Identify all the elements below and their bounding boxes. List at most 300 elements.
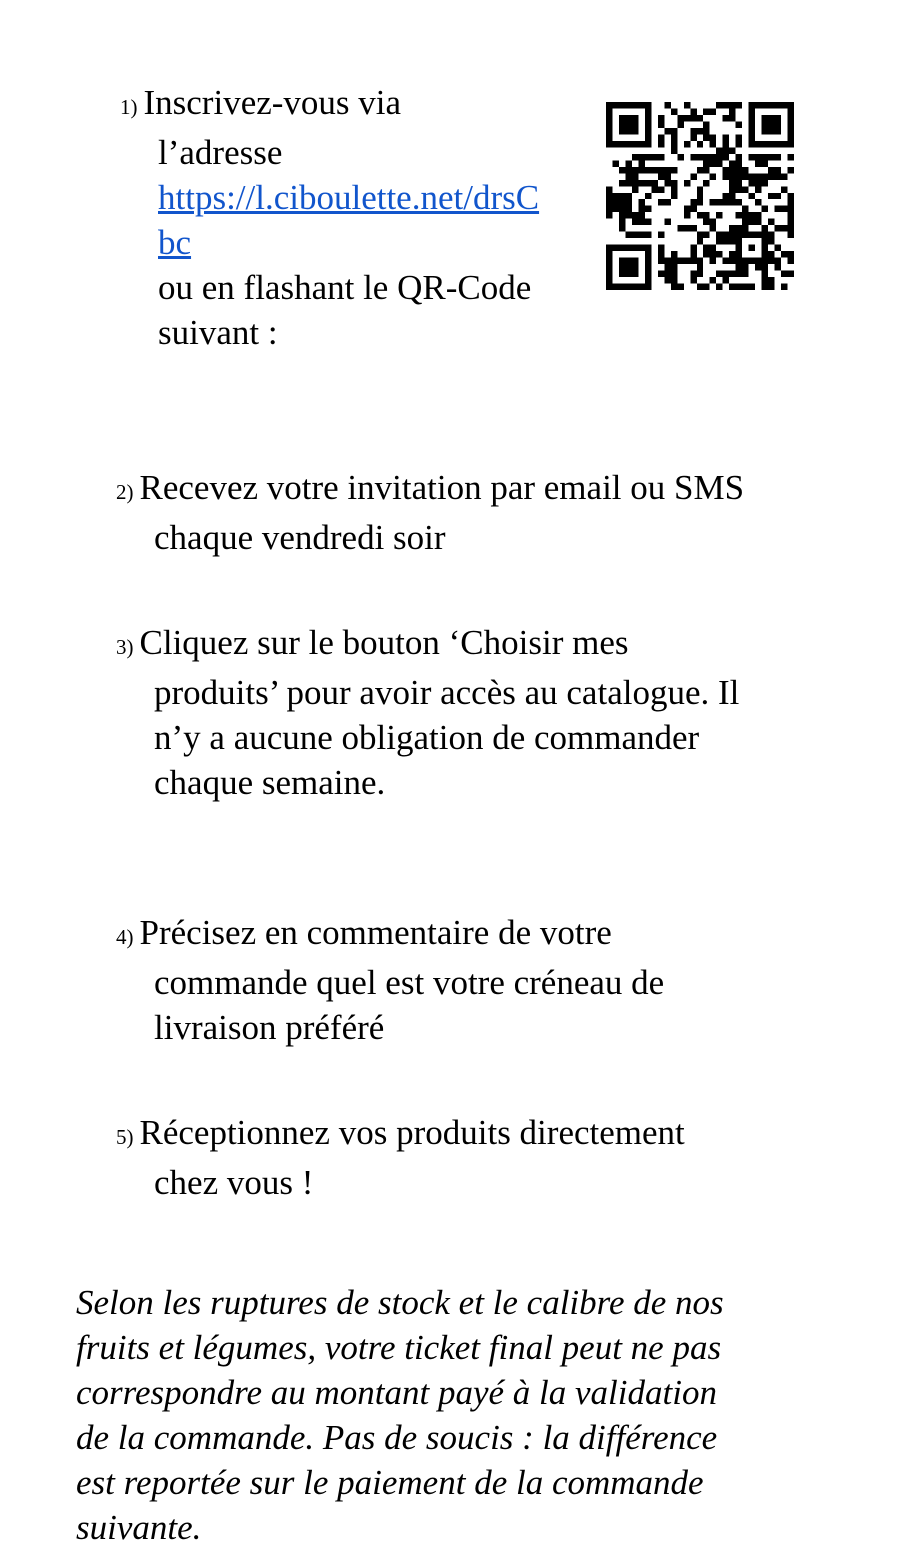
- qr-module: [645, 115, 651, 121]
- qr-module: [723, 199, 729, 205]
- qr-module: [768, 102, 774, 108]
- qr-module: [625, 160, 631, 166]
- qr-module: [606, 141, 612, 147]
- qr-module: [645, 258, 651, 264]
- step-3-line-2: produits’ pour avoir accès au catalogue. Il: [154, 673, 740, 712]
- qr-module: [671, 108, 677, 114]
- qr-module: [645, 284, 651, 290]
- qr-module: [645, 232, 651, 238]
- qr-module: [768, 167, 774, 173]
- qr-module: [625, 102, 631, 108]
- qr-module: [768, 141, 774, 147]
- qr-module: [729, 193, 735, 199]
- qr-module: [664, 271, 670, 277]
- qr-module: [632, 154, 638, 160]
- qr-module: [645, 180, 651, 186]
- qr-module: [645, 251, 651, 257]
- qr-module: [716, 147, 722, 153]
- note-line-6: suivante.: [76, 1508, 202, 1547]
- qr-module: [619, 199, 625, 205]
- step-3-line-1: 3) Cliquez sur le bouton ‘Choisir mes: [116, 620, 739, 670]
- qr-module: [755, 219, 761, 225]
- qr-module: [612, 160, 618, 166]
- qr-module: [619, 225, 625, 231]
- qr-module: [619, 264, 625, 270]
- qr-module: [749, 232, 755, 238]
- qr-module: [632, 219, 638, 225]
- qr-module: [645, 154, 651, 160]
- qr-module: [671, 277, 677, 283]
- qr-module: [619, 121, 625, 127]
- qr-module: [768, 121, 774, 127]
- qr-module: [632, 232, 638, 238]
- qr-module: [703, 219, 709, 225]
- qr-module: [612, 206, 618, 212]
- step-4-number: 4): [116, 925, 134, 949]
- note-line-2: fruits et légumes, votre ticket final peut ne pas: [76, 1328, 722, 1367]
- qr-module: [671, 284, 677, 290]
- qr-module: [690, 128, 696, 134]
- qr-module: [788, 206, 794, 212]
- qr-module: [729, 271, 735, 277]
- qr-module: [788, 212, 794, 218]
- qr-module: [729, 238, 735, 244]
- qr-module: [632, 141, 638, 147]
- qr-module: [697, 258, 703, 264]
- qr-module: [729, 258, 735, 264]
- qr-module: [716, 271, 722, 277]
- qr-module: [723, 141, 729, 147]
- qr-module: [671, 251, 677, 257]
- qr-module: [638, 232, 644, 238]
- qr-module: [697, 238, 703, 244]
- qr-module: [729, 167, 735, 173]
- qr-module: [638, 219, 644, 225]
- qr-module: [651, 186, 657, 192]
- qr-module: [645, 108, 651, 114]
- qr-module: [729, 232, 735, 238]
- qr-module: [638, 284, 644, 290]
- step-1-number: 1): [120, 95, 138, 119]
- qr-module: [768, 115, 774, 121]
- qr-module: [755, 173, 761, 179]
- qr-module: [729, 180, 735, 186]
- qr-module: [690, 206, 696, 212]
- qr-module: [638, 160, 644, 166]
- qr-module: [710, 225, 716, 231]
- qr-module: [658, 186, 664, 192]
- qr-module: [625, 284, 631, 290]
- qr-module: [697, 284, 703, 290]
- qr-module: [723, 193, 729, 199]
- qr-module: [625, 212, 631, 218]
- qr-module: [755, 160, 761, 166]
- step-2-line-2: chaque vendredi soir: [154, 518, 446, 557]
- qr-module: [658, 251, 664, 257]
- qr-module: [606, 134, 612, 140]
- qr-module: [697, 141, 703, 147]
- qr-module: [619, 102, 625, 108]
- qr-module: [651, 167, 657, 173]
- qr-module: [749, 193, 755, 199]
- qr-module: [768, 173, 774, 179]
- qr-module: [645, 245, 651, 251]
- qr-module: [736, 167, 742, 173]
- qr-module: [619, 258, 625, 264]
- qr-module: [775, 206, 781, 212]
- qr-module: [690, 245, 696, 251]
- qr-module: [723, 154, 729, 160]
- qr-module: [755, 186, 761, 192]
- signup-link[interactable]: https://l.ciboulette.net/drsC bc: [158, 178, 540, 262]
- qr-module: [606, 251, 612, 257]
- qr-module: [729, 251, 735, 257]
- qr-module: [781, 225, 787, 231]
- qr-module: [632, 180, 638, 186]
- qr-module: [697, 167, 703, 173]
- qr-module: [755, 141, 761, 147]
- qr-module: [703, 212, 709, 218]
- qr-module: [664, 219, 670, 225]
- qr-module: [755, 180, 761, 186]
- qr-module: [638, 206, 644, 212]
- qr-module: [723, 134, 729, 140]
- qr-module: [645, 141, 651, 147]
- qr-module: [703, 284, 709, 290]
- qr-module: [762, 277, 768, 283]
- qr-module: [749, 284, 755, 290]
- qr-module: [788, 121, 794, 127]
- qr-module: [645, 128, 651, 134]
- qr-module: [632, 121, 638, 127]
- qr-module: [749, 115, 755, 121]
- qr-module: [762, 271, 768, 277]
- qr-module: [606, 271, 612, 277]
- qr-module: [671, 167, 677, 173]
- qr-module: [762, 154, 768, 160]
- qr-module: [625, 115, 631, 121]
- qr-module: [736, 160, 742, 166]
- qr-module: [775, 102, 781, 108]
- qr-module: [671, 147, 677, 153]
- qr-module: [749, 121, 755, 127]
- qr-module: [716, 154, 722, 160]
- qr-module: [703, 160, 709, 166]
- qr-module: [625, 258, 631, 264]
- qr-module: [788, 115, 794, 121]
- qr-module: [619, 206, 625, 212]
- qr-module: [736, 251, 742, 257]
- qr-module: [710, 108, 716, 114]
- qr-code-icon[interactable]: [606, 102, 794, 290]
- step-1-line-1: 1) Inscrivez-vous via: [120, 80, 590, 130]
- qr-module: [762, 245, 768, 251]
- qr-module: [638, 212, 644, 218]
- qr-module: [612, 141, 618, 147]
- qr-module: [723, 232, 729, 238]
- qr-module: [684, 141, 690, 147]
- qr-module: [638, 102, 644, 108]
- qr-module: [619, 115, 625, 121]
- qr-module: [736, 173, 742, 179]
- qr-module: [606, 115, 612, 121]
- qr-module: [619, 180, 625, 186]
- qr-module: [677, 225, 683, 231]
- qr-module: [768, 128, 774, 134]
- qr-module: [729, 173, 735, 179]
- qr-module: [775, 264, 781, 270]
- qr-module: [723, 173, 729, 179]
- qr-module: [749, 141, 755, 147]
- qr-module: [684, 258, 690, 264]
- qr-module: [749, 180, 755, 186]
- qr-module: [729, 186, 735, 192]
- qr-module: [775, 128, 781, 134]
- qr-module: [619, 271, 625, 277]
- note-line-3: correspondre au montant payé à la validation: [76, 1373, 717, 1412]
- qr-module: [710, 251, 716, 257]
- qr-module: [729, 115, 735, 121]
- qr-module: [606, 108, 612, 114]
- qr-module: [632, 186, 638, 192]
- qr-module: [762, 121, 768, 127]
- qr-module: [671, 271, 677, 277]
- qr-module: [710, 245, 716, 251]
- qr-module: [671, 141, 677, 147]
- qr-module: [762, 180, 768, 186]
- qr-module: [638, 199, 644, 205]
- qr-module: [632, 212, 638, 218]
- qr-module: [658, 245, 664, 251]
- qr-module: [710, 258, 716, 264]
- qr-module: [632, 128, 638, 134]
- qr-module: [658, 199, 664, 205]
- qr-module: [710, 277, 716, 283]
- qr-module: [788, 225, 794, 231]
- qr-module: [755, 264, 761, 270]
- qr-module: [736, 102, 742, 108]
- qr-module: [742, 173, 748, 179]
- qr-module: [671, 186, 677, 192]
- qr-module: [736, 258, 742, 264]
- qr-module: [768, 284, 774, 290]
- stock-note: [76, 1280, 836, 1550]
- qr-module: [781, 284, 787, 290]
- qr-module: [762, 128, 768, 134]
- qr-module: [736, 232, 742, 238]
- qr-module: [690, 199, 696, 205]
- qr-module: [736, 141, 742, 147]
- qr-module: [762, 225, 768, 231]
- qr-module: [716, 251, 722, 257]
- qr-module: [755, 258, 761, 264]
- qr-module: [742, 271, 748, 277]
- qr-module: [723, 271, 729, 277]
- qr-module: [775, 154, 781, 160]
- qr-module: [645, 277, 651, 283]
- qr-module: [664, 258, 670, 264]
- qr-module: [749, 219, 755, 225]
- qr-module: [775, 141, 781, 147]
- qr-module: [664, 264, 670, 270]
- qr-module: [736, 134, 742, 140]
- qr-module: [606, 199, 612, 205]
- qr-module: [671, 264, 677, 270]
- qr-module: [736, 199, 742, 205]
- step-4-line-1: 4) Précisez en commentaire de votre: [116, 910, 664, 960]
- qr-module: [775, 115, 781, 121]
- qr-module: [690, 258, 696, 264]
- qr-module: [736, 186, 742, 192]
- qr-module: [632, 102, 638, 108]
- qr-module: [697, 128, 703, 134]
- qr-module: [645, 264, 651, 270]
- qr-module: [697, 115, 703, 121]
- qr-module: [736, 121, 742, 127]
- qr-module: [775, 258, 781, 264]
- step-2-number: 2): [116, 480, 134, 504]
- qr-module: [606, 193, 612, 199]
- note-line-5: est reportée sur le paiement de la commande: [76, 1463, 704, 1502]
- qr-module: [606, 206, 612, 212]
- qr-module: [749, 102, 755, 108]
- qr-module: [716, 238, 722, 244]
- qr-module: [775, 225, 781, 231]
- qr-module: [788, 154, 794, 160]
- qr-module: [749, 154, 755, 160]
- qr-module: [716, 160, 722, 166]
- qr-module: [703, 154, 709, 160]
- qr-module: [703, 167, 709, 173]
- qr-module: [625, 271, 631, 277]
- qr-module: [762, 160, 768, 166]
- qr-module: [658, 271, 664, 277]
- qr-module: [768, 219, 774, 225]
- qr-module: [625, 167, 631, 173]
- qr-module: [612, 102, 618, 108]
- qr-module: [781, 186, 787, 192]
- qr-module: [625, 206, 631, 212]
- qr-module: [632, 115, 638, 121]
- qr-module: [684, 212, 690, 218]
- step-3-line-4: chaque semaine.: [154, 763, 386, 802]
- qr-module: [625, 128, 631, 134]
- qr-module: [619, 167, 625, 173]
- qr-module: [749, 245, 755, 251]
- qr-module: [697, 271, 703, 277]
- qr-module: [658, 167, 664, 173]
- qr-module: [677, 284, 683, 290]
- qr-module: [768, 251, 774, 257]
- qr-module: [781, 271, 787, 277]
- qr-module: [723, 147, 729, 153]
- qr-module: [768, 193, 774, 199]
- qr-module: [736, 212, 742, 218]
- qr-module: [664, 173, 670, 179]
- qr-module: [619, 219, 625, 225]
- qr-module: [723, 238, 729, 244]
- qr-module: [742, 186, 748, 192]
- qr-module: [788, 193, 794, 199]
- qr-module: [632, 258, 638, 264]
- qr-module: [710, 134, 716, 140]
- qr-module: [645, 206, 651, 212]
- qr-module: [697, 154, 703, 160]
- qr-module: [612, 193, 618, 199]
- qr-module: [651, 154, 657, 160]
- qr-module: [788, 251, 794, 257]
- qr-module: [632, 271, 638, 277]
- qr-module: [645, 102, 651, 108]
- qr-module: [690, 154, 696, 160]
- qr-module: [755, 212, 761, 218]
- qr-module: [710, 219, 716, 225]
- qr-module: [781, 102, 787, 108]
- qr-module: [658, 115, 664, 121]
- qr-module: [749, 173, 755, 179]
- qr-module: [690, 134, 696, 140]
- qr-module: [762, 141, 768, 147]
- qr-module: [703, 251, 709, 257]
- qr-module: [781, 251, 787, 257]
- qr-module: [677, 258, 683, 264]
- qr-module: [664, 128, 670, 134]
- qr-module: [632, 245, 638, 251]
- qr-module: [671, 258, 677, 264]
- qr-module: [638, 141, 644, 147]
- qr-module: [736, 238, 742, 244]
- qr-module: [762, 251, 768, 257]
- qr-module: [729, 225, 735, 231]
- qr-module: [788, 219, 794, 225]
- qr-module: [690, 271, 696, 277]
- step-1-line-2: l’adresse: [158, 133, 283, 172]
- qr-module: [749, 134, 755, 140]
- qr-module: [632, 173, 638, 179]
- qr-module: [658, 154, 664, 160]
- qr-module: [788, 167, 794, 173]
- qr-module: [755, 102, 761, 108]
- step-3: [116, 620, 739, 805]
- qr-module: [612, 199, 618, 205]
- qr-module: [671, 180, 677, 186]
- qr-module: [632, 167, 638, 173]
- qr-module: [625, 193, 631, 199]
- qr-module: [775, 193, 781, 199]
- step-3-line-3: n’y a aucune obligation de commander: [154, 718, 700, 757]
- qr-module: [788, 128, 794, 134]
- qr-module: [762, 258, 768, 264]
- qr-module: [690, 225, 696, 231]
- qr-module: [742, 258, 748, 264]
- qr-module: [658, 141, 664, 147]
- qr-module: [788, 134, 794, 140]
- qr-module: [703, 121, 709, 127]
- qr-module: [736, 284, 742, 290]
- qr-module: [664, 102, 670, 108]
- qr-module: [684, 180, 690, 186]
- qr-module: [690, 277, 696, 283]
- qr-module: [664, 199, 670, 205]
- qr-module: [742, 212, 748, 218]
- qr-module: [606, 277, 612, 283]
- qr-module: [710, 154, 716, 160]
- qr-module: [762, 284, 768, 290]
- qr-module: [606, 186, 612, 192]
- qr-module: [625, 173, 631, 179]
- qr-module: [788, 102, 794, 108]
- step-5-number: 5): [116, 1125, 134, 1149]
